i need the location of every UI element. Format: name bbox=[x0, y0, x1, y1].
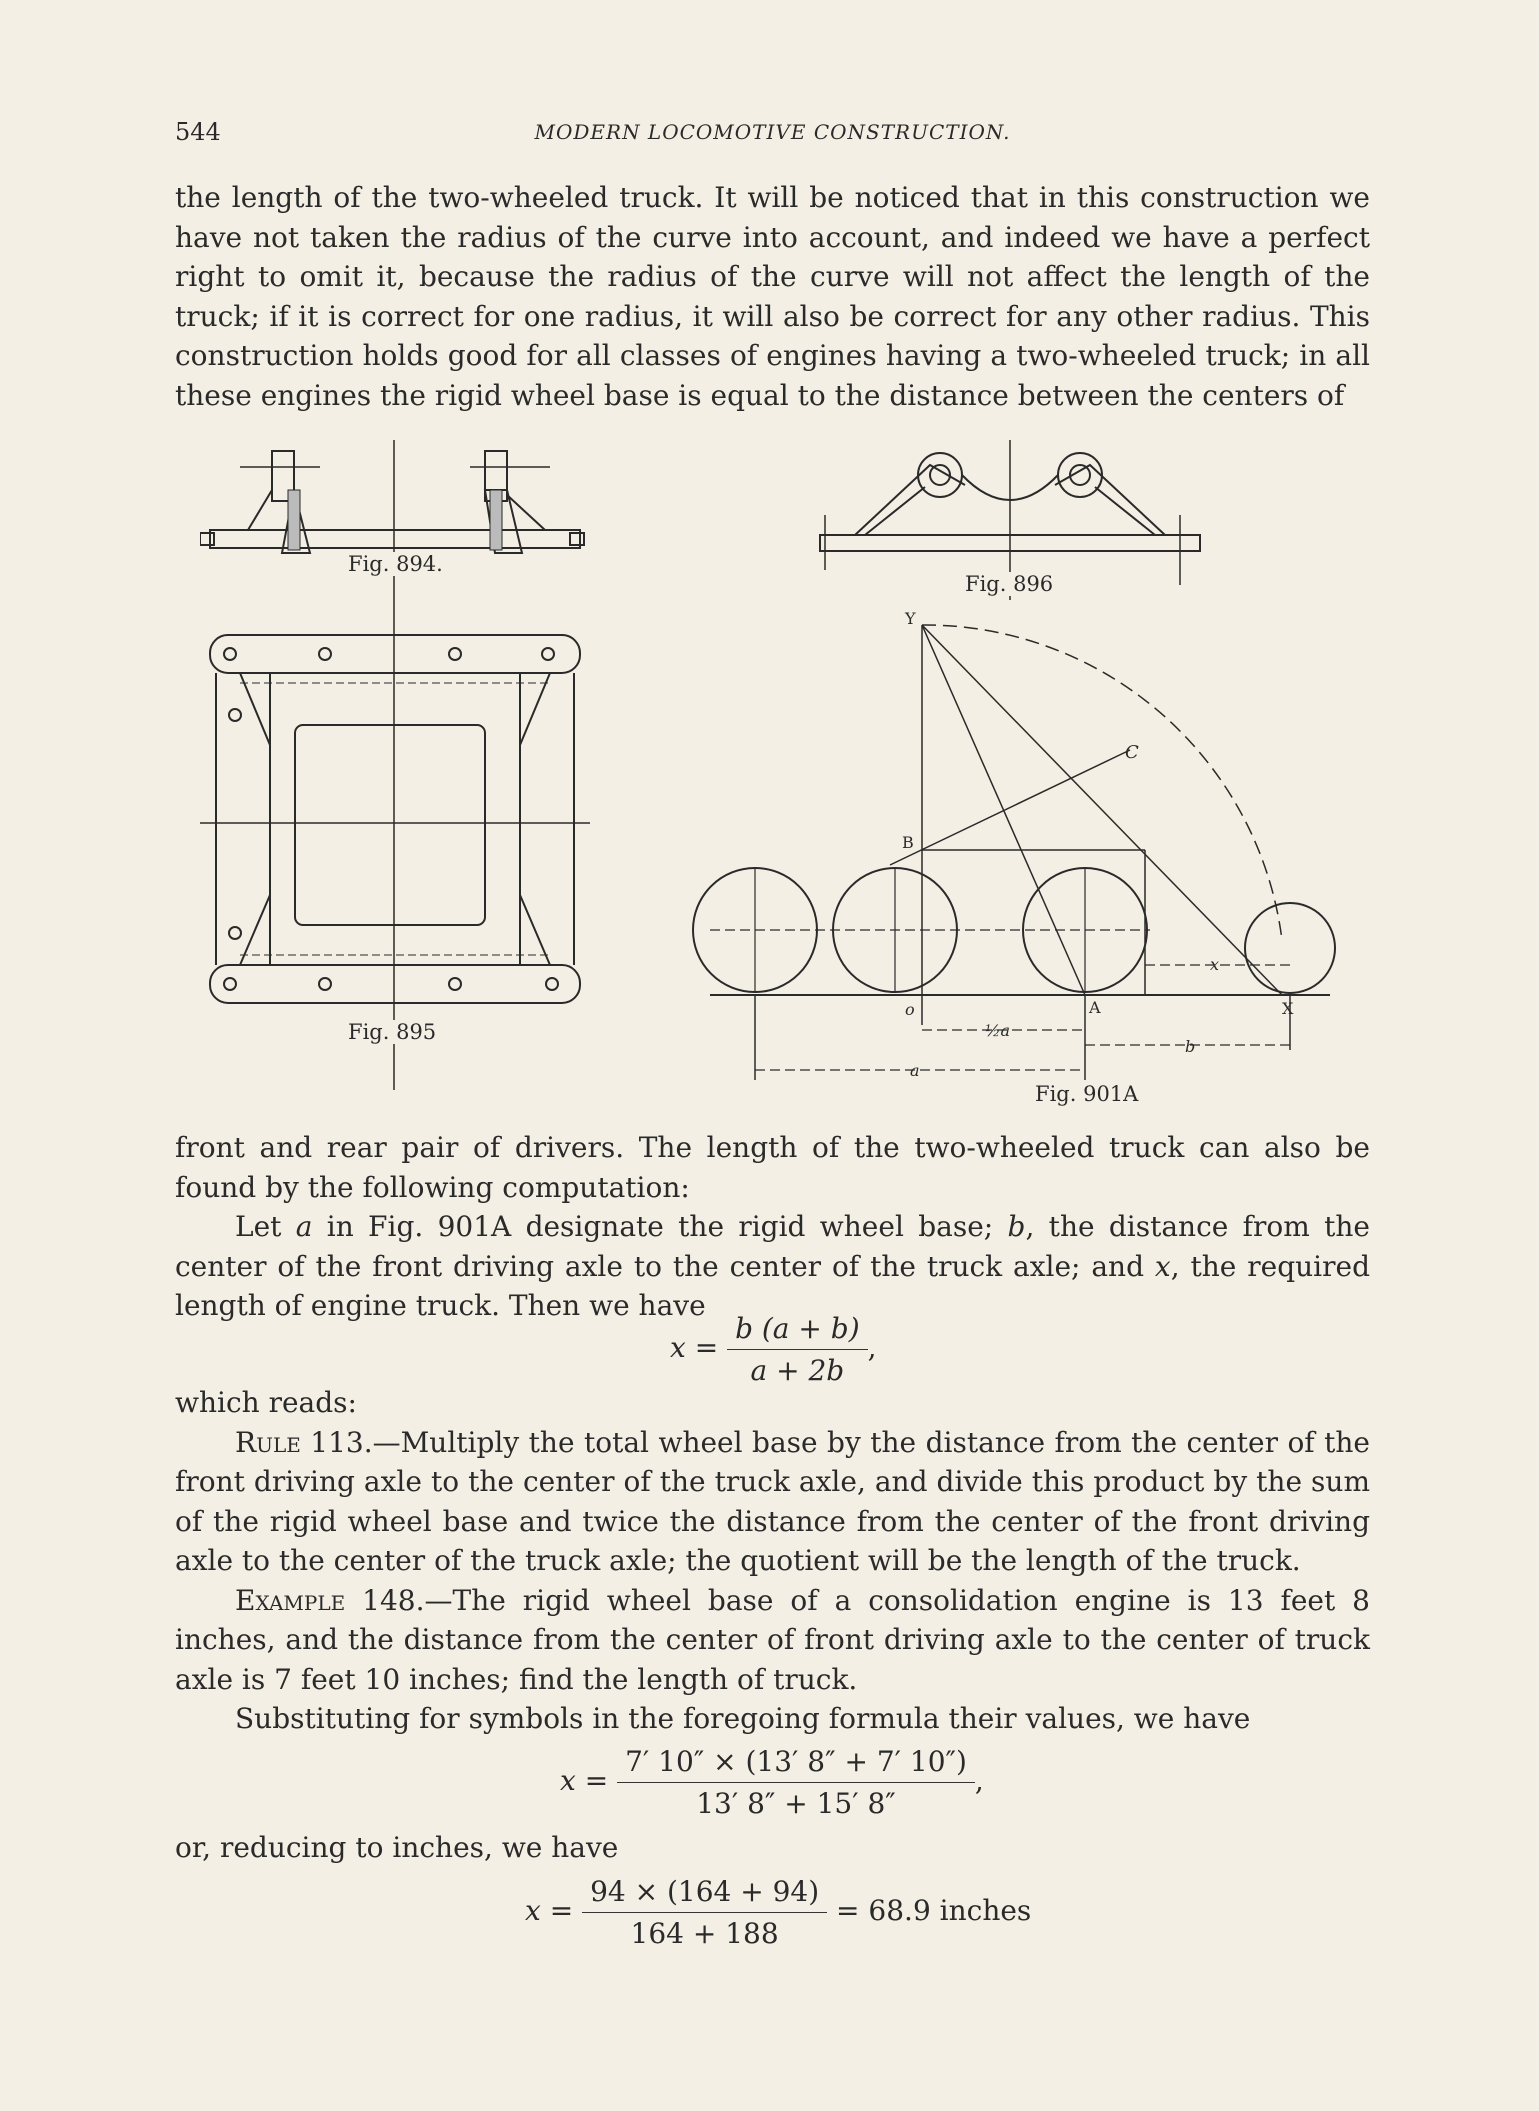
running-title: MODERN LOCOMOTIVE CONSTRUCTION. bbox=[534, 120, 1011, 144]
formula-2-fraction bbox=[617, 1745, 975, 1820]
rule-section bbox=[175, 1383, 1370, 1739]
label-y: Y bbox=[905, 610, 916, 628]
figure-894-895 bbox=[200, 435, 590, 1095]
formula-3-result: = 68.9 inches bbox=[836, 1894, 1032, 1927]
formula-3-denominator: 164 + 188 bbox=[630, 1917, 779, 1950]
var-x: x bbox=[1154, 1249, 1171, 1283]
p3-part-3: , the distance from the center of the front driving axle to the center of the truck axle; and bbox=[175, 1210, 1370, 1283]
body-text bbox=[175, 1128, 1370, 1326]
formula-1 bbox=[670, 1312, 877, 1387]
paragraph-3 bbox=[175, 1207, 1370, 1326]
which-reads: which reads: bbox=[175, 1386, 357, 1419]
rule-113 bbox=[175, 1423, 1370, 1581]
fig-895-label: Fig. 895 bbox=[348, 1020, 437, 1044]
reducing-section bbox=[175, 1828, 1370, 1868]
formula-1-denominator: a + 2b bbox=[750, 1354, 845, 1387]
rule-text: Multiply the total wheel base by the distance from the center of the front driving axle to the center of the truck axle, and divide this product by the sum of the rigid wheel base and twice the distance from the center of the front driving axle to the center of the truck axle; the quotient will be the length of the truck. bbox=[175, 1425, 1370, 1577]
formula-3-lhs: x = bbox=[525, 1894, 574, 1927]
label-b-point: B bbox=[902, 833, 914, 852]
p3-part-4: , the required length of engine truck. Then we have bbox=[175, 1249, 1370, 1322]
paragraph-2: front and rear pair of drivers. The length of the two-wheeled truck can also be found by the following computation: bbox=[175, 1131, 1370, 1204]
paragraph-1 bbox=[175, 178, 1370, 415]
example-148 bbox=[175, 1581, 1370, 1700]
page-header bbox=[175, 118, 1370, 158]
label-half-a: ½a bbox=[985, 1021, 1011, 1040]
var-b: b bbox=[1007, 1210, 1026, 1243]
formula-3-numerator: 94 × (164 + 94) bbox=[582, 1875, 827, 1913]
example-label: Example bbox=[235, 1583, 346, 1617]
formula-2-trail: , bbox=[974, 1764, 984, 1797]
label-c: C bbox=[1125, 742, 1139, 763]
formula-3 bbox=[525, 1875, 1031, 1950]
formula-1-fraction bbox=[727, 1312, 868, 1387]
page-number: 544 bbox=[175, 118, 221, 146]
label-x-point: X bbox=[1282, 999, 1294, 1018]
var-a: a bbox=[295, 1210, 313, 1243]
label-a-point: A bbox=[1089, 998, 1101, 1017]
p3-part-1: Let bbox=[235, 1210, 296, 1243]
rule-number: 113.— bbox=[300, 1425, 401, 1459]
formula-2 bbox=[560, 1745, 984, 1820]
fig-894-label: Fig. 894. bbox=[348, 552, 443, 576]
example-number: 148.— bbox=[345, 1583, 453, 1617]
fig-896-label: Fig. 896 bbox=[965, 572, 1054, 596]
label-x-dim: x bbox=[1210, 955, 1220, 974]
label-b-dim: b bbox=[1185, 1037, 1196, 1056]
formula-1-trail: , bbox=[867, 1331, 877, 1364]
fig-901a-label: Fig. 901A bbox=[1035, 1082, 1139, 1106]
substituting-text: Substituting for symbols in the foregoing formula their values, we have bbox=[235, 1702, 1251, 1735]
formula-3-fraction bbox=[582, 1875, 827, 1950]
reducing-text: or, reducing to inches, we have bbox=[175, 1831, 619, 1864]
figure-901a bbox=[690, 610, 1340, 1120]
formula-1-lhs: x = bbox=[670, 1331, 719, 1364]
label-a-dim: a bbox=[910, 1061, 920, 1080]
p3-part-2: in Fig. 901A designate the rigid wheel base; bbox=[312, 1210, 1008, 1243]
figure-896 bbox=[815, 435, 1205, 605]
rule-label: Rule bbox=[235, 1425, 301, 1459]
label-o: o bbox=[905, 1000, 915, 1019]
formula-2-denominator: 13′ 8″ + 15′ 8″ bbox=[696, 1787, 896, 1820]
formula-2-numerator: 7′ 10″ × (13′ 8″ + 7′ 10″) bbox=[617, 1745, 975, 1783]
formula-2-lhs: x = bbox=[560, 1764, 609, 1797]
example-text: The rigid wheel base of a consolidation engine is 13 feet 8 inches, and the distance from the center of front driving axle to the center of truck axle is 7 feet 10 inches; find the length of truck. bbox=[175, 1583, 1370, 1696]
paragraph-1-text: the length of the two-wheeled truck. It will be noticed that in this construction we have not taken the radius of the curve into account, and indeed we have a perfect right to omit it, because the radius of the curve will not affect the length of the truck; if it is correct for one radius, it will also be correct for any other radius. This construction holds good for all classes of engines having a two-wheeled truck; in all these engines the rigid wheel base is equal to the distance between the centers of bbox=[175, 181, 1370, 412]
formula-1-numerator: b (a + b) bbox=[727, 1312, 868, 1350]
